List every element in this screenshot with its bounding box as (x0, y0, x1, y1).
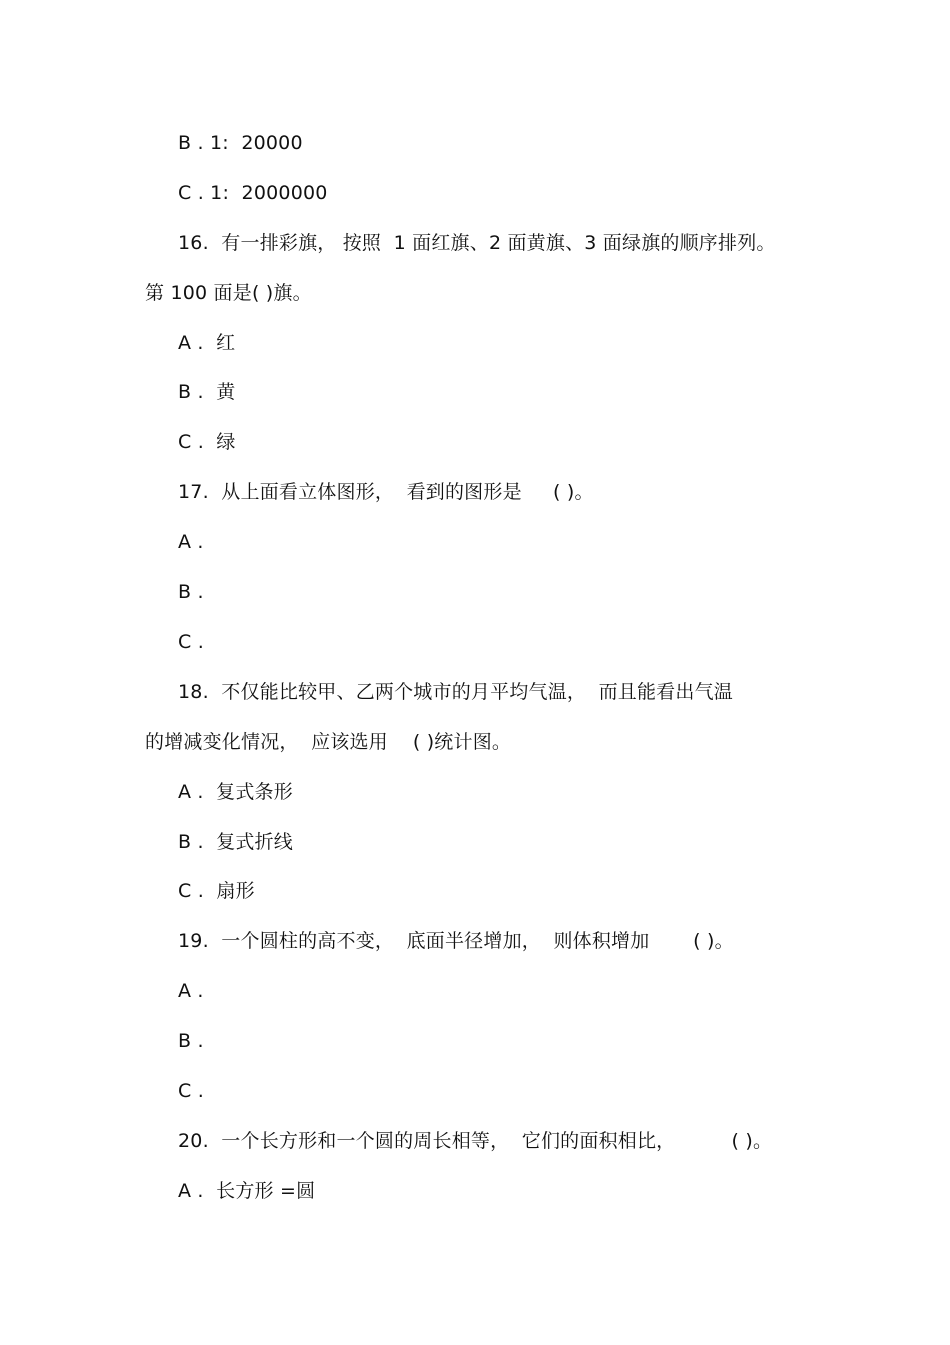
option-18-c: C . 扇形 (178, 880, 255, 902)
option-19-a: A . (178, 980, 204, 1002)
option-16-c: C . 绿 (178, 431, 236, 453)
option-17-b: B . (178, 581, 204, 603)
question-18-continued: 的增减变化情况， 应该选用 ( )统计图。 (145, 731, 512, 753)
question-18: 18. 不仅能比较甲、乙两个城市的月平均气温， 而且能看出气温 (178, 681, 733, 703)
option-19-b: B . (178, 1030, 204, 1052)
question-16: 16. 有一排彩旗， 按照 1 面红旗、2 面黄旗、3 面绿旗的顺序排列。 (178, 232, 776, 254)
option-17-a: A . (178, 531, 204, 553)
option-20-a: A . 长方形 =圆 (178, 1180, 316, 1202)
question-19: 19. 一个圆柱的高不变， 底面半径增加， 则体积增加 ( )。 (178, 930, 734, 952)
option-19-c: C . (178, 1080, 204, 1102)
option-16-b: B . 黄 (178, 381, 236, 403)
option-16-a: A . 红 (178, 332, 236, 354)
question-17: 17. 从上面看立体图形， 看到的图形是 ( )。 (178, 481, 594, 503)
option-15-c: C . 1: 2000000 (178, 182, 328, 204)
option-18-b: B . 复式折线 (178, 831, 293, 853)
option-17-c: C . (178, 631, 204, 653)
question-20: 20. 一个长方形和一个圆的周长相等， 它们的面积相比， ( )。 (178, 1130, 773, 1152)
option-18-a: A . 复式条形 (178, 781, 293, 803)
option-15-b: B . 1: 20000 (178, 132, 303, 154)
question-16-continued: 第 100 面是( )旗。 (145, 282, 312, 304)
